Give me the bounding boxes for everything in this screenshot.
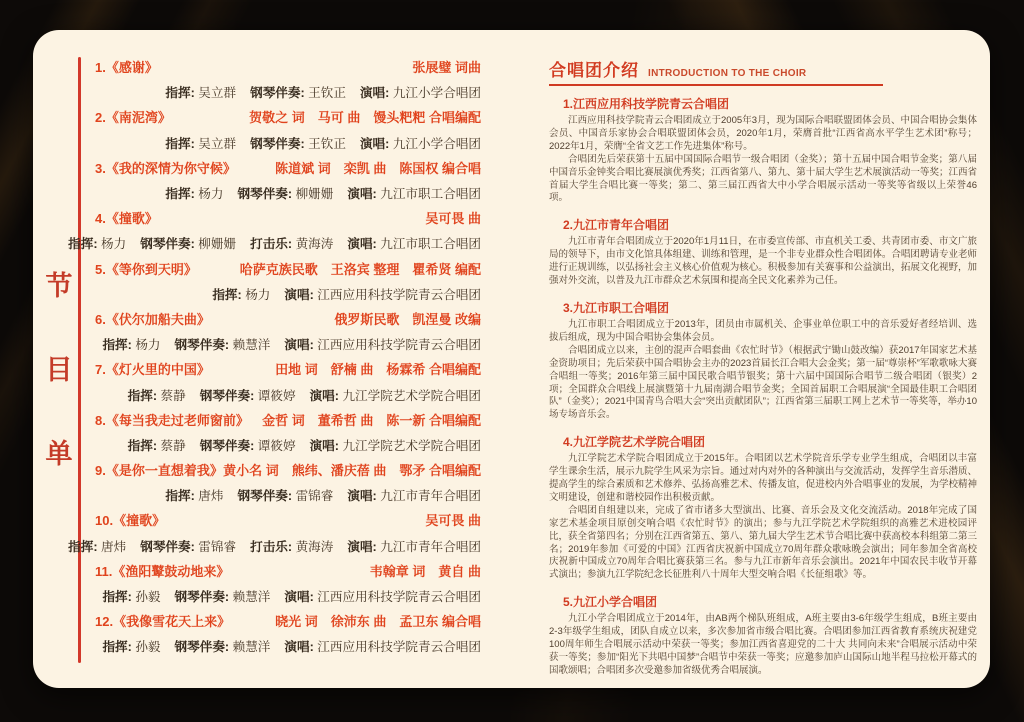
performer-role-label: 钢琴伴奏:	[250, 136, 305, 151]
credit-text: 晓光 词	[275, 614, 318, 630]
credit-text: 马可 曲	[317, 110, 361, 126]
song-title: 11.《渔阳鼙鼓动地来》	[95, 563, 230, 579]
performer-role-label: 钢琴伴奏:	[174, 590, 230, 605]
performer-role-label: 钢琴伴奏:	[140, 539, 195, 554]
credit-text: 韦翰章 词	[369, 563, 426, 579]
program-item-title-row	[95, 356, 481, 381]
song-title: 1.《感谢》	[95, 60, 158, 76]
credit-text: 哈萨克族民歌	[239, 261, 318, 277]
song-credits	[275, 611, 481, 630]
credit-text: 徐沛东 曲	[330, 614, 387, 630]
performer-role-label: 指挥:	[212, 287, 242, 302]
performer-role-label: 演唱:	[309, 438, 339, 453]
performer-role-label: 打击乐:	[250, 539, 293, 554]
performer: 演唱: 九江市青年合唱团	[347, 489, 481, 504]
song-credits	[275, 158, 481, 177]
credit-text: 熊纬、潘庆蓓 曲	[291, 463, 387, 479]
performer-role-label: 演唱:	[284, 287, 314, 302]
choir-section	[549, 95, 977, 205]
performer: 打击乐: 黄海涛	[250, 237, 334, 252]
performer: 钢琴伴奏: 王钦正	[250, 136, 346, 151]
credit-text: 俄罗斯民歌	[334, 311, 400, 327]
performer-role-label: 指挥:	[102, 590, 132, 605]
performer: 演唱: 江西应用科技学院青云合唱团	[284, 338, 481, 353]
credit-text: 吴可畏 曲	[425, 211, 481, 227]
performer: 指挥: 杨力	[68, 237, 127, 252]
performer-role-label: 指挥:	[68, 237, 98, 252]
performer-role-label: 指挥:	[165, 86, 195, 101]
song-title: 3.《我的深情为你守候》	[95, 160, 236, 176]
performer: 演唱: 九江市青年合唱团	[347, 539, 481, 554]
song-title: 2.《南泥湾》	[95, 110, 171, 126]
credit-text: 瞿希贤 编配	[412, 261, 481, 277]
credit-text: 凯涅曼 改编	[412, 311, 481, 327]
performer: 指挥: 孙毅	[102, 590, 161, 605]
credit-text: 舒楠 曲	[330, 362, 374, 378]
performer-role-label: 钢琴伴奏:	[174, 640, 230, 655]
song-credits	[249, 107, 481, 126]
choir-section-heading: 3.九江市职工合唱团	[563, 300, 670, 315]
credit-text: 栾凯 曲	[343, 160, 387, 176]
vertical-title-char: 节	[45, 271, 73, 302]
performer-role-label: 钢琴伴奏:	[237, 187, 293, 202]
performer-role-label: 指挥:	[68, 539, 98, 554]
performer-role-label: 演唱:	[309, 388, 339, 403]
performer: 指挥: 蔡静	[127, 438, 186, 453]
performer: 钢琴伴奏: 谭筱婷	[199, 388, 296, 403]
performer-role-label: 指挥:	[102, 640, 132, 655]
choir-section	[549, 433, 977, 582]
performer-role-label: 打击乐:	[250, 237, 293, 252]
intro-sections	[549, 95, 977, 678]
program-list	[68, 54, 481, 659]
credit-text: 黄自 曲	[438, 563, 481, 579]
song-credits	[223, 460, 481, 479]
vertical-title-char: 目	[45, 355, 73, 386]
song-performers-row	[95, 381, 481, 406]
choir-section-heading: 5.九江小学合唱团	[563, 595, 658, 610]
song-credits	[425, 510, 481, 529]
performer: 指挥: 吴立群	[165, 136, 237, 151]
song-title: 10.《撞歌》	[95, 513, 166, 529]
program-item-title-row	[95, 205, 481, 230]
program-item-title-row	[95, 457, 481, 482]
performer-role-label: 指挥:	[165, 187, 195, 202]
song-credits	[370, 561, 481, 580]
choir-section-paragraph: 九江市职工合唱团成立于2013年，团员由市属机关、企事业单位职工中的音乐爱好者经培训、选拔后组成，现为中国合唱协会集体会员。	[549, 318, 977, 343]
program-item-title-row	[95, 558, 481, 583]
program-item-title-row	[95, 256, 481, 281]
performer-role-label: 演唱:	[284, 640, 314, 655]
performer: 钢琴伴奏: 赖慧洋	[174, 590, 271, 605]
song-title: 4.《撞歌》	[95, 211, 158, 227]
choir-section	[549, 299, 977, 422]
choir-section-heading: 1.江西应用科技学院青云合唱团	[563, 97, 730, 111]
performer: 指挥: 杨力	[102, 338, 161, 353]
performer: 演唱: 九江学院艺术学院合唱团	[309, 438, 481, 453]
program-card	[33, 30, 990, 688]
song-title: 8.《每当我走过老师窗前》	[95, 412, 249, 428]
program-item-title-row	[95, 155, 481, 180]
choir-section-paragraph: 合唱团成立以来，主创的混声合唱套曲《农忙时节》（根据武宁锄山鼓改编）获2017年国家艺术基金资助项目；先后荣获中国合唱协会主办的2023首届长江合唱大会金奖；第一届“尊崇杯”军歌歌咏大赛合唱组一等奖；2016年第三届中国民歌合唱节银奖；第十六届中国国际合唱节二级合唱团（银奖）2项；全国群众合唱线上展演暨第十九届南湖合唱节金奖；全国首届职工合唱展演“全国最佳职工合唱团队”（金奖）；2021中国青鸟合唱大会“突出贡献团队”；江西省第三届职工网上艺术节一等奖等，举办10场专场音乐会。	[549, 344, 977, 421]
performer-role-label: 演唱:	[347, 489, 377, 504]
song-credits	[425, 208, 481, 227]
performer-role-label: 指挥:	[127, 388, 158, 403]
song-credits	[275, 359, 481, 378]
credit-text: 鄂矛 合唱编配	[399, 463, 481, 479]
performer-role-label: 演唱:	[284, 590, 314, 605]
credit-text: 王洛宾 整理	[330, 261, 400, 277]
credit-text: 田地 词	[275, 362, 318, 378]
performer: 指挥: 杨力	[165, 187, 224, 202]
credit-text: 吴可畏 曲	[425, 513, 481, 529]
performer: 钢琴伴奏: 雷锦睿	[140, 539, 237, 554]
choir-section-heading: 2.九江市青年合唱团	[563, 218, 670, 233]
choir-section	[549, 216, 977, 288]
performer-role-label: 演唱:	[359, 136, 390, 151]
performer-role-label: 钢琴伴奏:	[199, 438, 255, 453]
intro-header	[549, 56, 883, 86]
program-item-title-row	[95, 54, 481, 79]
song-performers-row	[95, 79, 481, 104]
credit-text: 金哲 词	[262, 412, 305, 428]
credit-text: 陈道斌 词	[275, 160, 331, 176]
performer: 钢琴伴奏: 赖慧洋	[174, 640, 271, 655]
performer-role-label: 演唱:	[284, 338, 314, 353]
performer-role-label: 指挥:	[102, 338, 132, 353]
credit-text: 孟卫东 编合唱	[399, 614, 481, 630]
song-title: 6.《伏尔加船夫曲》	[95, 311, 210, 327]
performer: 演唱: 九江小学合唱团	[359, 86, 481, 101]
song-performers-row	[95, 130, 481, 155]
performer: 演唱: 九江市职工合唱团	[347, 237, 481, 252]
song-credits	[240, 259, 481, 278]
performer: 钢琴伴奏: 柳姗姗	[237, 187, 334, 202]
credit-text: 杨霖希 合唱编配	[386, 362, 481, 378]
choir-section-paragraph: 合唱团先后荣获第十五届中国国际合唱节一级合唱团（金奖）；第十五届中国合唱节金奖；第八届中国音乐金钟奖合唱比赛展演优秀奖；江西省第八、第九、第十届大学生艺术展演活动一等奖；江西省首届大学生合唱比赛一等奖；第二、第三届江西省大中小学合唱展示活动一等奖等省级以上荣誉46项。	[549, 153, 977, 204]
song-performers-row	[95, 331, 481, 356]
performer: 演唱: 江西应用科技学院青云合唱团	[284, 287, 481, 302]
performer: 钢琴伴奏: 赖慧洋	[174, 338, 271, 353]
credit-text: 董希哲 曲	[317, 412, 374, 428]
credit-text: 陈国权 编合唱	[399, 160, 481, 176]
song-performers-row	[95, 180, 481, 205]
intro-title-cn: 合唱团介绍	[549, 61, 639, 80]
performer-role-label: 演唱:	[347, 187, 377, 202]
performer-role-label: 演唱:	[347, 237, 377, 252]
vertical-title-char: 单	[45, 439, 73, 470]
performer: 演唱: 九江小学合唱团	[359, 136, 481, 151]
program-item-title-row	[95, 306, 481, 331]
performer-role-label: 钢琴伴奏:	[199, 388, 255, 403]
song-credits	[262, 410, 481, 429]
choir-section-heading: 4.九江学院艺术学院合唱团	[563, 435, 706, 450]
song-credits	[334, 309, 481, 328]
intro-title-en: INTRODUCTION TO THE CHOIR	[648, 68, 807, 79]
song-performers-row	[95, 281, 481, 306]
performer: 演唱: 九江学院艺术学院合唱团	[309, 388, 481, 403]
performer: 钢琴伴奏: 雷锦睿	[237, 489, 334, 504]
performer: 钢琴伴奏: 谭筱婷	[199, 438, 296, 453]
performer: 钢琴伴奏: 王钦正	[250, 86, 346, 101]
performer-role-label: 指挥:	[165, 136, 195, 151]
performer: 指挥: 孙毅	[102, 640, 161, 655]
program-item-title-row	[95, 407, 481, 432]
program-item-title-row	[95, 104, 481, 129]
credit-text: 黄小名 词	[223, 463, 279, 479]
song-performers-row	[68, 230, 481, 255]
choir-section-paragraph: 合唱团自组建以来，完成了省市诸多大型演出、比赛、音乐会及文化交流活动。2018年完成了国家艺术基金项目原创交响合唱《农忙时节》的演出；参与九江学院艺术学院组织的高雅艺术进校园评比，获全省第四名；分别在江西省第五、第八、第九届大学生艺术节合唱比赛中获高校本科组第二第三名；2019年参加《可爱的中国》江西省庆祝新中国成立70周年群众歌咏晚会演出；同年参加全省高校庆祝新中国成立70周年合唱比赛获第三名。参与九江市新年音乐会演出。2021年中国农民丰收节开幕式演出；参演九江学院纪念长征胜利八十周年大型交响合唱《长征组歌》等。	[549, 504, 977, 581]
performer: 指挥: 蔡静	[127, 388, 186, 403]
credit-text: 张展璧 词曲	[412, 60, 481, 76]
performer-role-label: 指挥:	[165, 489, 195, 504]
performer: 钢琴伴奏: 柳姗姗	[140, 237, 237, 252]
performer-role-label: 演唱:	[359, 86, 390, 101]
song-performers-row	[95, 583, 481, 608]
performer: 指挥: 吴立群	[165, 86, 237, 101]
performer: 演唱: 江西应用科技学院青云合唱团	[284, 640, 481, 655]
performer: 演唱: 九江市职工合唱团	[347, 187, 481, 202]
credit-text: 馒头粑粑 合唱编配	[373, 110, 481, 126]
performer: 指挥: 杨力	[212, 287, 271, 302]
performer: 演唱: 江西应用科技学院青云合唱团	[284, 590, 481, 605]
red-divider-line	[78, 57, 81, 663]
performer-role-label: 指挥:	[127, 438, 158, 453]
program-item-title-row	[95, 507, 481, 532]
performer: 打击乐: 黄海涛	[250, 539, 334, 554]
song-title: 12.《我像雪花天上来》	[95, 614, 231, 630]
performer-role-label: 钢琴伴奏:	[250, 86, 305, 101]
song-title: 5.《等你到天明》	[95, 261, 197, 277]
performer-role-label: 钢琴伴奏:	[140, 237, 195, 252]
song-title: 9.《是你一直想着我》	[95, 463, 223, 479]
song-credits	[412, 57, 481, 76]
performer: 指挥: 唐炜	[68, 539, 127, 554]
performer: 指挥: 唐炜	[165, 489, 224, 504]
choir-section	[549, 593, 977, 678]
song-performers-row	[68, 533, 481, 558]
choir-section-paragraph: 九江学院艺术学院合唱团成立于2015年。合唱团以艺术学院音乐学专业学生组成，合唱团以丰富学生课余生活，展示九院学生风采为宗旨。通过对内对外的各种演出与交流活动，发挥学生音乐潜质、提高学生的综合素质和艺术修养、弘扬高雅艺术、传播友谊，促进校内外合唱事业的发展，为学校精神文明建设，创建和谐校园作出积极贡献。	[549, 453, 977, 503]
credit-text: 贺敬之 词	[249, 110, 305, 126]
performer-role-label: 钢琴伴奏:	[174, 338, 230, 353]
song-performers-row	[95, 633, 481, 658]
performer-role-label: 钢琴伴奏:	[237, 489, 293, 504]
choir-intro-panel	[549, 56, 977, 678]
choir-section-paragraph: 九江小学合唱团成立于2014年，由AB两个梯队班组成，A班主要由3-6年级学生组成，B班主要由2-3年级学生组成，团队自成立以来，多次参加省市级合唱比赛。合唱团参加江西省教育系统庆祝建党100周年师生合唱展示活动中荣获一等奖；参加江西省喜迎党的二十大 共同向未来”合唱展示活动中荣获一等奖；参加“阳光下共唱中国梦”合唱节中荣获一等奖；应邀参加庐山国际山地半程马拉松开幕式的国歌颂唱；合唱团多次受邀参加省级优秀合唱展演。	[549, 613, 977, 676]
song-performers-row	[95, 482, 481, 507]
choir-section-paragraph: 江西应用科技学院青云合唱团成立于2005年3月，现为国际合唱联盟团体会员、中国合唱协会集体会员、中国音乐家协会合唱联盟团体会员，2020年1月，荣膺首批“江西省高水平学生艺术团”称号； 2022年1月，荣膺“全省文艺工作先进集体”称号。	[549, 115, 977, 152]
program-item-title-row	[95, 608, 481, 633]
choir-section-paragraph: 九江市青年合唱团成立于2020年1月11日，在市委宣传部、市直机关工委、共青团市委、市文广旅局的领导下，由市文化馆具体组建、训练和管理，是一个非专业群众性合唱团体。合唱团聘请专业老师进行正规训练，以弘扬社会主义核心价值观为核心。积极参加有关赛事和公益演出，拓展文化视野，加强对外交流，以普及九江市群众艺术氛围和提高全民文化素养为己任。	[549, 236, 977, 287]
song-title: 7.《灯火里的中国》	[95, 362, 210, 378]
song-performers-row	[95, 432, 481, 457]
credit-text: 陈一新 合唱编配	[386, 412, 481, 428]
performer-role-label: 演唱:	[347, 539, 377, 554]
